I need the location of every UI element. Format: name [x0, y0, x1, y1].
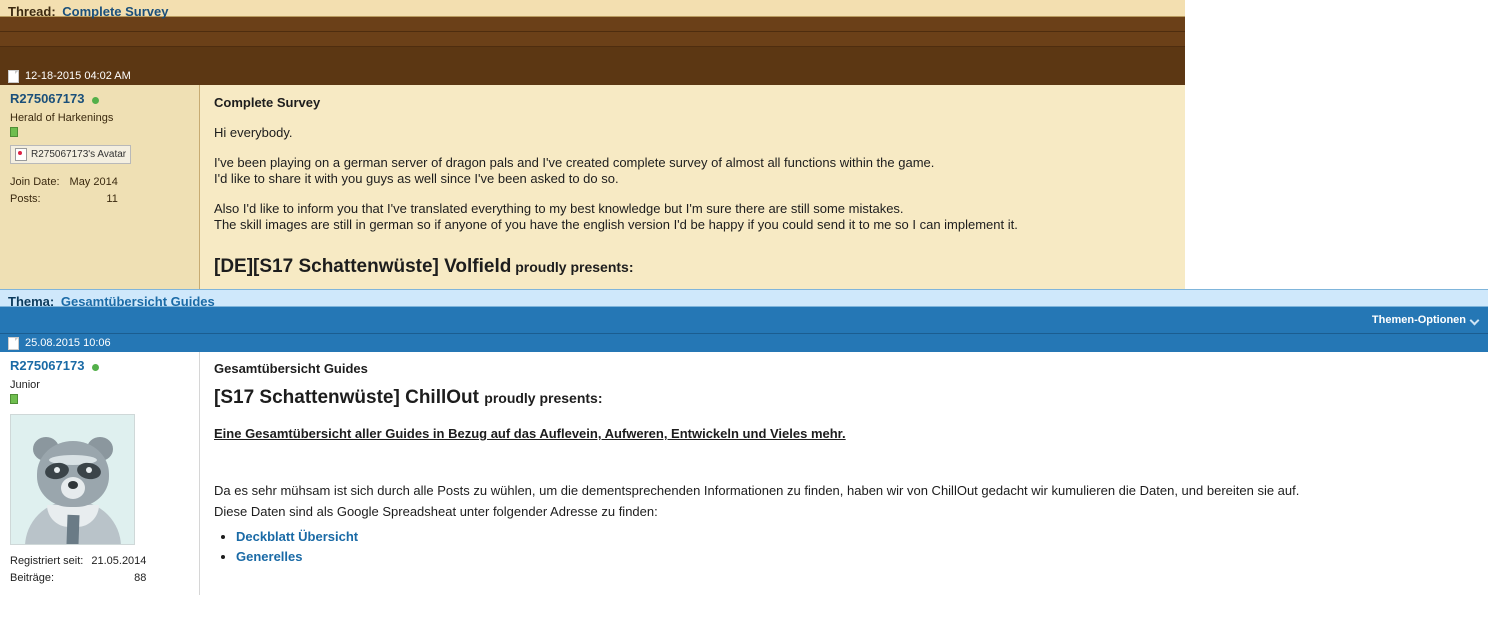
chevron-down-icon [1471, 316, 1480, 325]
username-row [10, 91, 191, 106]
signature-suffix: proudly presents: [515, 259, 634, 275]
avatar-raccoon-eye-right [86, 467, 92, 473]
post-headline [214, 389, 1474, 407]
post-paragraph: Also I'd like to inform you that I've translated everything to my best knowledge but I'm sure there are still some mistakes. [214, 201, 904, 216]
headline-suffix: proudly presents: [484, 390, 603, 406]
post-date: 25.08.2015 10:06 [25, 337, 111, 349]
avatar-alt-text: R275067173's Avatar [31, 149, 127, 160]
username-row [10, 358, 191, 373]
toolbar-strip-lower [0, 32, 1185, 47]
guide-link[interactable]: Generelles [236, 549, 303, 564]
user-stats-top [10, 174, 191, 208]
post-icon [8, 337, 19, 350]
post-paragraph: I'd like to share it with you guys as well since I've been asked to do so. [214, 171, 619, 186]
forum-thread-top [0, 0, 1185, 289]
stat-label: Join Date: [10, 176, 60, 188]
list-item [236, 548, 1474, 565]
stat-row [10, 553, 146, 570]
username-link[interactable]: R275067173 [10, 358, 85, 373]
thread-options-bar-top[interactable] [0, 47, 1185, 67]
stat-row [10, 191, 118, 208]
post-signature-line [214, 256, 1171, 277]
signature-server-tag: [DE][S17 Schattenwüste] Volfield [214, 256, 512, 277]
online-status-icon [92, 364, 99, 371]
post-date: 12-18-2015 04:02 AM [25, 70, 131, 82]
user-stats-bottom [10, 553, 191, 587]
thread-options-button[interactable] [1372, 314, 1480, 326]
toolbar-strip-upper [0, 17, 1185, 32]
user-title: Junior [10, 379, 40, 391]
stat-row [10, 570, 146, 587]
post-date-bar-top [0, 67, 1185, 85]
post-subheading: Eine Gesamtübersicht aller Guides in Bezug auf das Auflevein, Aufweren, Entwickeln und Vieles mehr. [214, 426, 846, 441]
post-paragraph: Diese Daten sind als Google Spreadsheat unter folgender Adresse zu finden: [214, 504, 658, 519]
post-title: Gesamtübersicht Guides [214, 361, 368, 376]
reputation-bar-icon [10, 127, 18, 137]
thread-title-link[interactable]: Gesamtübersicht Guides [60, 294, 215, 309]
thread-title-link[interactable]: Complete Survey [62, 4, 169, 19]
post-date-bar-bottom [0, 333, 1488, 352]
post-body-bottom [200, 352, 1488, 595]
thread-options-label: Themen-Optionen [1371, 314, 1466, 326]
thread-title-bar-top [0, 0, 1185, 17]
avatar [10, 414, 135, 545]
broken-image-icon [15, 148, 27, 161]
post-body-top [200, 85, 1185, 289]
user-title: Herald of Harkenings [10, 112, 114, 124]
forum-thread-bottom [0, 289, 1488, 595]
post-link-list [236, 528, 1474, 565]
stat-row [10, 174, 118, 191]
stat-value: May 2014 [69, 176, 118, 188]
stat-label: Registriert seit: [10, 555, 84, 567]
post-user-panel-bottom [0, 352, 200, 595]
avatar-raccoon-nose [68, 481, 78, 489]
post-icon [8, 70, 19, 83]
stat-label: Posts: [10, 193, 41, 205]
post-paragraph: Da es sehr mühsam ist sich durch alle Posts zu wühlen, um die dementsprechenden Informationen zu finden, haben wir von ChillOut gedacht wir kumulieren die Daten, und bereiten sie auf. [214, 483, 1300, 498]
reputation-bar-icon [10, 394, 18, 404]
post-bottom [0, 352, 1488, 595]
post-user-panel-top [0, 85, 200, 289]
thread-options-bar-bottom [0, 307, 1488, 333]
post-top [0, 85, 1185, 289]
stat-value: 11 [106, 193, 118, 205]
post-title: Complete Survey [214, 95, 321, 110]
avatar [10, 145, 131, 164]
username-link[interactable]: R275067173 [10, 91, 85, 106]
stat-value: 88 [134, 572, 147, 584]
guide-link[interactable]: Deckblatt Übersicht [236, 529, 359, 544]
post-paragraph: Hi everybody. [214, 125, 293, 140]
thread-title-bar-bottom [0, 289, 1488, 307]
post-paragraph: The skill images are still in german so if anyone of you have the english version I'd be happy if you could send it to me so I can implement it. [214, 217, 1018, 232]
online-status-icon [92, 97, 99, 104]
thread-label: Thema: [8, 294, 55, 309]
avatar-raccoon-eye-left [54, 467, 60, 473]
list-item [236, 528, 1474, 545]
post-paragraph: I've been playing on a german server of dragon pals and I've created complete survey of almost all functions within the game. [214, 155, 935, 170]
avatar-raccoon-tie [66, 515, 79, 545]
stat-value: 21.05.2014 [91, 555, 147, 567]
headline-server-tag: [S17 Schattenwüste] ChillOut [214, 387, 479, 408]
stat-label: Beiträge: [10, 572, 55, 584]
thread-label: Thread: [8, 4, 56, 19]
